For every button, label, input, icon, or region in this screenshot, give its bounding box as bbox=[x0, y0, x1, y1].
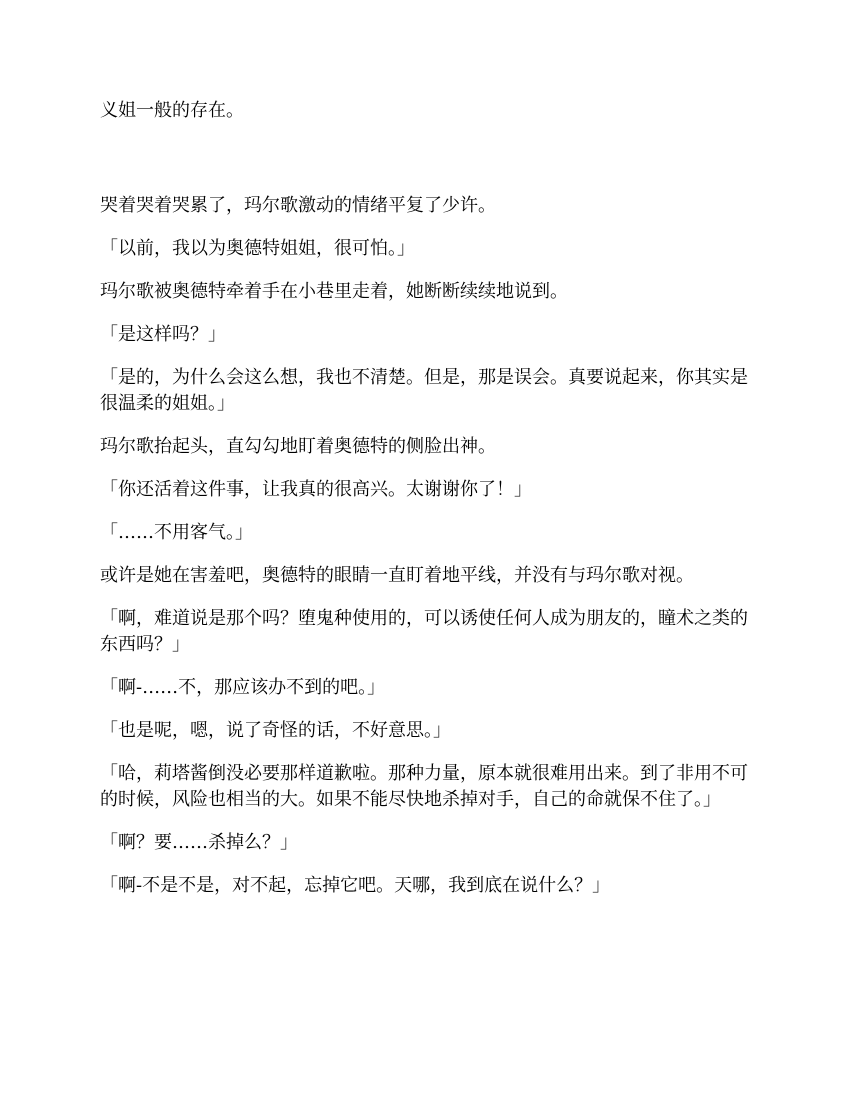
paragraph: 「啊-不是不是，对不起，忘掉它吧。天哪，我到底在说什么？」 bbox=[100, 875, 611, 896]
paragraph: 「哈，莉塔酱倒没必要那样道歉啦。那种力量，原本就很难用出来。到了非用不可的时候，风险也相当的大。如果不能尽快地杀掉对手，自己的命就保不住了。」 bbox=[100, 763, 748, 810]
paragraph: 「是的，为什么会这么想，我也不清楚。但是，那是误会。真要说起来，你其实是很温柔的姐姐。」 bbox=[100, 367, 748, 414]
paragraph: 「啊-……不，那应该办不到的吧。」 bbox=[100, 677, 386, 698]
paragraph: 哭着哭着哭累了，玛尔歌激动的情绪平复了少许。 bbox=[100, 195, 496, 216]
paragraph: 或许是她在害羞吧，奥德特的眼睛一直盯着地平线，并没有与玛尔歌对视。 bbox=[100, 565, 694, 586]
paragraph: 「啊，难道说是那个吗？堕鬼种使用的，可以诱使任何人成为朋友的，瞳术之类的东西吗？」 bbox=[100, 608, 748, 655]
paragraph: 「以前，我以为奥德特姐姐，很可怕。」 bbox=[100, 238, 415, 259]
paragraph: 玛尔歌被奥德特牵着手在小巷里走着，她断断续续地说到。 bbox=[100, 281, 568, 302]
paragraph: 「啊？要……杀掉么？」 bbox=[100, 832, 298, 853]
paragraph: 「你还活着这件事，让我真的很高兴。太谢谢你了！」 bbox=[100, 479, 532, 500]
paragraph: 「……不用客气。」 bbox=[100, 522, 253, 543]
paragraph: 玛尔歌抬起头，直勾勾地盯着奥德特的侧脸出神。 bbox=[100, 436, 496, 457]
paragraph: 「也是呢，嗯，说了奇怪的话，不好意思。」 bbox=[100, 720, 451, 741]
paragraph: 义姐一般的存在。 bbox=[100, 100, 244, 121]
document-body bbox=[100, 98, 755, 916]
paragraph: 「是这样吗？」 bbox=[100, 324, 226, 345]
